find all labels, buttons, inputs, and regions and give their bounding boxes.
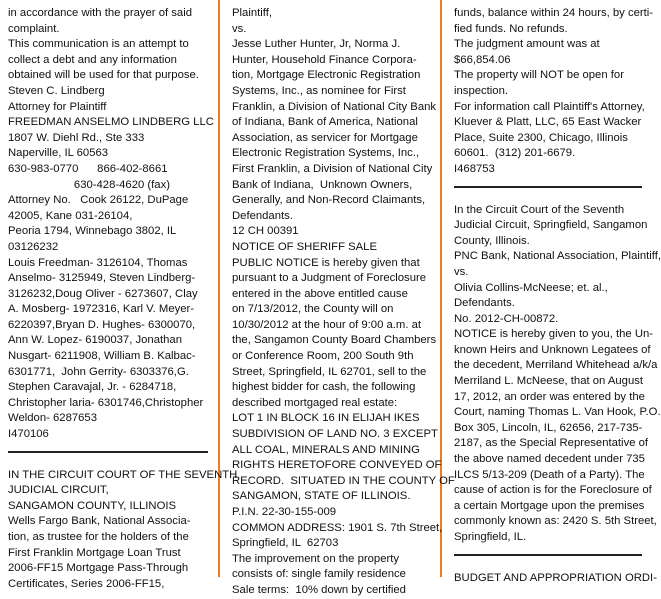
notice-line: BUDGET AND APPROPRIATION ORDI- (454, 571, 657, 584)
notice-line: collect a debt and any information (8, 53, 177, 66)
notice-line: in accordance with the prayer of said (8, 7, 192, 19)
notice-line: Nusgart- 6211908, William B. Kalbac- (8, 350, 196, 363)
notice-line: known Heirs and Unknown Legatees of (454, 343, 651, 356)
notice-line: commonly known as: 2420 S. 5th Street, (454, 515, 657, 528)
notice-line: Weldon- 6287653 (8, 412, 97, 425)
legal-notice (232, 6, 455, 599)
notice-line: NOTICE is hereby given to you, the Un- (454, 328, 654, 341)
notice-line: SUBDIVISION OF LAND NO. 3 EXCEPT (232, 428, 438, 441)
notice-line: County, Illinois. (454, 234, 530, 247)
notice-line: Ann W. Lopez- 6190037, Jonathan (8, 334, 182, 347)
notice-line: Naperville, IL 60563 (8, 147, 109, 160)
notice-line: Louis Freedman- 3126104, Thomas (8, 256, 188, 269)
notice-line: funds, balance within 24 hours, by certi- (454, 7, 654, 19)
legal-notice (8, 6, 214, 443)
notice-line: ILCS 5/13-209 (Death of a Party). The (454, 468, 645, 481)
notice-line: Association, as servicer for Mortgage (232, 131, 418, 144)
notice-separator (454, 186, 642, 188)
notice-line: Judicial Circuit, Springfield, Sangamon (454, 219, 648, 232)
notice-line: PUBLIC NOTICE is hereby given that (232, 256, 420, 269)
notice-line: First Franklin Mortgage Loan Trust (8, 546, 181, 559)
notice-line: 3126232,Doug Oliver - 6273607, Clay (8, 287, 198, 300)
notice-line: described mortgaged real estate: (232, 396, 398, 409)
legal-notice (454, 571, 657, 587)
notice-line: tion, Mortgage Electronic Registration (232, 69, 421, 82)
legal-notice (8, 468, 238, 593)
notice-line: Franklin, a Division of National City Bank (232, 100, 437, 113)
notice-line: RECORD. SITUATED IN THE COUNTY OF (232, 474, 455, 487)
notice-line: 6301771, John Gerrity- 6303376,G. (8, 365, 189, 378)
notice-line: vs. (454, 265, 469, 278)
notice-line: Stephen Caravajal, Jr. - 6284718, (8, 381, 177, 394)
notice-line: Sale terms: 10% down by certified (232, 583, 406, 596)
notice-line: Springfield, IL 62703 (232, 537, 339, 550)
notice-line: P.I.N. 22-30-155-009 (232, 506, 337, 518)
notice-line: Kluever & Platt, LLC, 65 East Wacker (454, 116, 642, 129)
notice-line: The property will NOT be open for (454, 69, 624, 82)
notice-line: COMMON ADDRESS: 1901 S. 7th Street, (232, 521, 443, 534)
notice-line: highest bidder for cash, the following (232, 381, 416, 394)
notice-line: Peoria 1794, Winnebago 3802, IL (8, 225, 177, 238)
notice-line: Defendants. (232, 209, 293, 222)
column-divider-1 (218, 0, 220, 577)
notice-line: This communication is an attempt to (8, 38, 189, 51)
notice-line: 12 CH 00391 (232, 225, 299, 238)
notice-line: 60601. (312) 201-6679. (454, 147, 576, 160)
notice-line: RIGHTS HERETOFORE CONVEYED OF (232, 459, 442, 472)
notice-line: the decedent, Merriland Whitehead a/k/a (454, 359, 658, 372)
notice-line: 17, 2012, an order was entered by the (454, 390, 645, 403)
notice-line: LOT 1 IN BLOCK 16 IN ELIJAH IKES (232, 412, 420, 425)
notice-line: obtained will be used for that purpose. (8, 69, 199, 82)
notice-line: Olivia Collins-McNeese; et. al., (454, 281, 608, 294)
legal-notice (454, 203, 661, 546)
notice-line: Generally, and Non-Record Claimants, (232, 194, 426, 207)
column-2 (232, 6, 455, 599)
column-3 (454, 6, 661, 586)
notice-line: Springfield, IL. (454, 531, 527, 543)
notice-line: 2006-FF15 Mortgage Pass-Through (8, 562, 189, 575)
notice-line: or Conference Room, 200 South 9th (232, 350, 414, 363)
notice-line: Plaintiff, (232, 7, 272, 19)
notice-line: A. Mosberg- 1972316, Karl V. Meyer- (8, 303, 195, 316)
notice-line: SANGAMON COUNTY, ILLINOIS (8, 499, 177, 512)
notice-line: SANGAMON, STATE OF ILLINOIS. (232, 490, 411, 503)
notice-line: In the Circuit Court of the Seventh (454, 203, 625, 216)
column-divider-2 (440, 0, 442, 577)
notice-line: tion, as trustee for the holders of the (8, 531, 189, 543)
notice-line: vs. (232, 22, 247, 35)
notice-line: of Indiana, Bank of America, National (232, 116, 418, 129)
notice-line: Christopher laria- 6301746,Christopher (8, 396, 204, 409)
notice-line: FREEDMAN ANSELMO LINDBERG LLC (8, 116, 214, 129)
notice-line: Wells Fargo Bank, National Associa- (8, 515, 191, 528)
notice-line: the above named decedent under 735 (454, 453, 645, 466)
notice-line: Place, Suite 2300, Chicago, Illinois (454, 131, 628, 144)
notice-line: NOTICE OF SHERIFF SALE (232, 240, 377, 253)
notice-line: Electronic Registration Systems, Inc., (232, 147, 420, 160)
notice-line: 6220397,Bryan D. Hughes- 6300070, (8, 318, 196, 331)
notice-line: Defendants. (454, 297, 515, 310)
notice-line: Hunter, Household Finance Corpora- (232, 53, 417, 66)
notice-line: $66,854.06 (454, 53, 511, 66)
notice-line: 2187, as the Special Representative of (454, 437, 649, 450)
notice-line: entered in the above entitled cause (232, 287, 408, 300)
notice-line: 630-983-0770 866-402-8661 (8, 162, 168, 175)
notice-line: pursuant to a Judgment of Foreclosure (232, 272, 427, 285)
notice-line: 630-428-4620 (fax) (8, 178, 170, 191)
notice-line: fied funds. No refunds. (454, 22, 568, 35)
notice-line: Merriland L. McNeese, that on August (454, 375, 644, 388)
notice-line: ALL COAL, MINERALS AND MINING (232, 443, 420, 456)
notice-separator (454, 554, 642, 556)
notice-line: a certain Mortgage upon the premises (454, 499, 645, 512)
notice-line: Attorney No. Cook 26122, DuPage (8, 194, 189, 207)
notice-line: Systems, Inc., as nominee for First (232, 84, 406, 97)
notice-line: Bank of Indiana, Unknown Owners, (232, 178, 413, 191)
notice-line: the, Sangamon County Board Chambers (232, 334, 437, 347)
notice-line: Certificates, Series 2006-FF15, (8, 577, 165, 590)
notice-line: Steven C. Lindberg (8, 84, 105, 97)
notice-line: Jesse Luther Hunter, Jr, Norma J. (232, 38, 401, 51)
notice-separator (8, 451, 208, 453)
notice-line: Court, naming Thomas L. Van Hook, P.O. (454, 406, 661, 419)
column-1 (8, 6, 238, 592)
notice-line: First Franklin, a Division of National City (232, 162, 433, 175)
notice-line: I470106 (8, 428, 49, 441)
notice-line: cause of action is for the Foreclosure of (454, 484, 652, 497)
notice-line: 03126232 (8, 240, 59, 253)
legal-notice (454, 6, 654, 178)
notice-line: Anselmo- 3125949, Steven Lindberg- (8, 272, 196, 285)
notice-line: consists of: single family residence (232, 568, 406, 581)
notice-line: on 7/13/2012, the County will on (232, 303, 394, 316)
notice-line: 1807 W. Diehl Rd., Ste 333 (8, 131, 145, 144)
notice-line: Attorney for Plaintiff (8, 100, 107, 113)
notice-line: inspection. (454, 84, 509, 97)
notice-line: I468753 (454, 162, 495, 175)
notice-line: For information call Plaintiff's Attorney, (454, 100, 645, 113)
notice-line: complaint. (8, 22, 60, 35)
notice-line: PNC Bank, National Association, Plaintiff, (454, 250, 661, 263)
notice-line: 42005, Kane 031-26104, (8, 209, 133, 222)
notice-line: JUDICIAL CIRCUIT, (8, 484, 109, 497)
notice-line: Street, Springfield, IL 62701, sell to the (232, 365, 427, 378)
notice-line: No. 2012-CH-00872. (454, 312, 559, 325)
notice-line: Box 305, Lincoln, IL, 62656, 217-735- (454, 421, 643, 434)
notice-line: The improvement on the property (232, 552, 400, 565)
notice-line: 10/30/2012 at the hour of 9:00 a.m. at (232, 318, 422, 331)
notice-line: IN THE CIRCUIT COURT OF THE SEVENTH (8, 468, 238, 481)
notice-line: The judgment amount was at (454, 38, 600, 51)
